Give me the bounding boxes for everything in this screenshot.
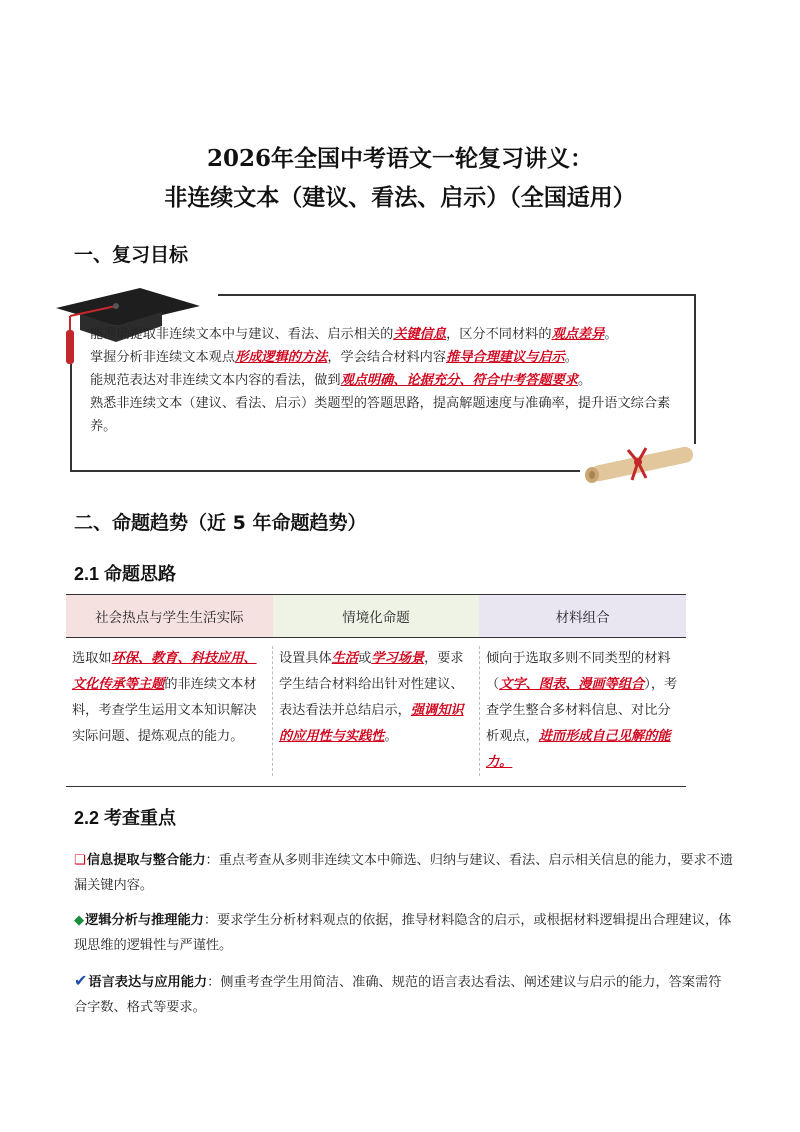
key-point-item: ◆逻辑分析与推理能力：要求学生分析材料观点的依据，推导材料隐含的启示，或根据材料逻辑提出合理建议，体现思维的逻辑性与严谨性。 xyxy=(74,908,734,958)
goal-item: 熟悉非连续文本（建议、看法、启示）类题型的答题思路，提高解题速度与准确率，提升语文综合素养。 xyxy=(90,396,671,434)
document-title-line2: 非连续文本（建议、看法、启示）（全国适用） xyxy=(164,184,636,211)
table-cell: 选取如环保、教育、科技应用、文化传承等主题的非连续文本材料，考查学生运用文本知识解决实际问题、提炼观点的能力。 xyxy=(72,651,257,744)
table-cell: 设置具体生活或学习场景，要求学生结合材料给出针对性建议、表达看法并总结启示，强调知识的应用性与实践性。 xyxy=(272,646,479,776)
key-point-item: ✔语言表达与应用能力：侧重考查学生用简洁、准确、规范的语言表达看法、阐述建议与启示的能力，答案需符合字数、格式等要求。 xyxy=(74,968,734,1020)
subsection-2-2-heading: 2.2 考查重点 xyxy=(74,808,177,828)
table-header-cell: 情境化命题 xyxy=(273,595,480,637)
goals-list xyxy=(90,323,690,438)
goal-item: 能准确提取非连续文本中与建议、看法、启示相关的关键信息，区分不同材料的观点差异。 xyxy=(90,327,618,342)
table-header-cell: 材料组合 xyxy=(479,595,686,637)
section2-heading: 二、命题趋势（近 5 年命题趋势） xyxy=(74,512,367,534)
subsection-2-1-heading: 2.1 命题思路 xyxy=(74,564,177,584)
goal-item: 能规范表达对非连续文本内容的看法，做到观点明确、论据充分、符合中考答题要求。 xyxy=(90,373,592,388)
diamond-icon: ◆ xyxy=(74,913,85,928)
diploma-scroll-icon xyxy=(580,440,704,484)
document-title-line1: 2026年全国中考语文一轮复习讲义： xyxy=(206,145,593,172)
key-point-item: ❏信息提取与整合能力：重点考查从多则非连续文本中筛选、归纳与建议、看法、启示相关信息的能力，要求不遗漏关键内容。 xyxy=(74,848,734,898)
trend-table xyxy=(66,594,686,787)
table-row xyxy=(66,638,686,787)
checkbox-icon: ❏ xyxy=(74,853,86,868)
table-header-row xyxy=(66,594,686,638)
checkmark-icon: ✔ xyxy=(74,971,88,990)
goal-item: 掌握分析非连续文本观点形成逻辑的方法，学会结合材料内容推导合理建议与启示。 xyxy=(90,350,578,365)
table-cell: 倾向于选取多则不同类型的材料（文字、图表、漫画等组合），考查学生整合多材料信息、对比分析观点，进而形成自己见解的能力。 xyxy=(479,646,686,776)
section1-heading: 一、复习目标 xyxy=(74,244,189,266)
table-header-cell: 社会热点与学生生活实际 xyxy=(66,595,273,637)
